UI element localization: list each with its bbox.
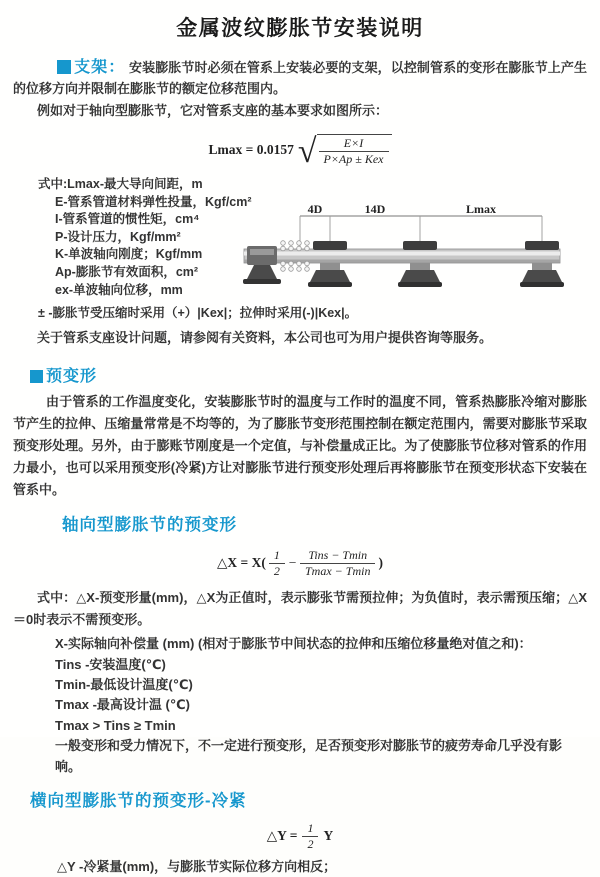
plus-minus-note: ± -膨胀节受压缩时采用（+）|Kex|；拉伸时采用(-)|Kex|。 [38, 306, 358, 321]
definition-line: Ap-膨胀节有效面积，cm² [55, 264, 199, 279]
fraction-numerator: 1 [269, 548, 285, 564]
definition-line: ex-单波轴向位移，mm [55, 282, 183, 297]
definitions-and-diagram [0, 176, 600, 299]
lateral-formula-lhs: △Y = [266, 828, 298, 843]
fraction-denominator: 2 [273, 563, 280, 578]
temperature-fraction [300, 548, 375, 579]
half-fraction [302, 821, 318, 852]
lateral-formula-rhs: Y [323, 828, 334, 843]
fraction-denominator: Tmax − Tmin [305, 563, 371, 578]
axial-formula [0, 545, 600, 581]
lateral-formula [0, 819, 600, 853]
dim-label-14d: 14D [364, 202, 386, 216]
lateral-note: △Y -冷紧量(mm)，与膨胀节实际位移方向相反； [57, 859, 337, 874]
sqrt-radical [297, 132, 392, 170]
support-section-label: 支架： [74, 59, 126, 76]
half-fraction [269, 548, 285, 579]
definition-line: 式中:Lmax-最大导向间距，m [38, 177, 203, 191]
lmax-fraction-numerator: E×I [319, 136, 389, 152]
lmax-formula-lhs: Lmax = 0.0157 [208, 142, 294, 157]
axial-definition-lines [55, 634, 587, 777]
lmax-fraction-denominator: P×Ap ± Kex [323, 151, 384, 166]
fraction-denominator: 2 [307, 836, 314, 851]
axial-line: Tmax -最高设计温 (℃) [55, 697, 190, 713]
definition-line: P-设计压力，Kgf/mm² [55, 229, 181, 244]
axial-line: Tmax > Tins ≥ Tmin [55, 717, 176, 733]
support-paragraph [13, 57, 587, 99]
fraction-numerator: Tins − Tmin [300, 548, 375, 564]
predeform-heading-label: 预变形 [46, 368, 98, 386]
lmax-formula [0, 129, 600, 171]
blue-square-icon [57, 60, 71, 74]
minus-sign: − [287, 555, 297, 571]
lateral-subheading: 横向型膨胀节的预变形-冷紧 [30, 792, 247, 810]
support-intro-text: 安装膨胀节时必须在管系上安装必要的支架，以控制管系的变形在膨胀节上产生的位移方向并限制在膨胀节的额定位移范围内。 [13, 60, 587, 96]
definition-line: K-单波轴向刚度；Kgf/mm [55, 247, 203, 262]
axial-line: X-实际轴向补偿量 (mm) (相对于膨胀节中间状态的拉伸和压缩位移量绝对值之和)： [55, 636, 532, 652]
predeform-section-heading [30, 363, 600, 386]
anchor-support [243, 246, 281, 284]
support-example-line: 例如对于轴向型膨胀节，它对管系支座的基本要求如图所示： [37, 103, 389, 118]
guide-support [308, 241, 352, 287]
axial-explain-paragraph: 式中：△X-预变形量(mm)，△X为正值时，表示膨张节需预拉伸；为负值时，表示需预压缩；△X＝0时表示不需预变形。 [13, 590, 587, 628]
dim-label-lmax: Lmax [466, 202, 496, 216]
axial-formula-lhs: △X = X( [217, 555, 266, 571]
axial-formula-rhs: ) [378, 555, 383, 571]
guide-support [520, 241, 564, 287]
definition-line: E-管系管道材料弹性投量，Kgf/cm² [55, 194, 252, 209]
fraction-numerator: 1 [302, 821, 318, 837]
pipe-support-diagram [242, 202, 594, 300]
definition-line: I-管系管道的惯性矩，cm⁴ [55, 212, 200, 227]
axial-line: Tmin-最低设计温度(℃) [55, 676, 193, 692]
radical-sign: √ [297, 132, 317, 170]
axial-line: 一般变形和受力情况下，不一定进行预变形，足否预变形对膨胀节的疲劳寿命几乎没有影响。 [55, 738, 563, 774]
support-closing-note: 关于管系支座设计问题，请参阅有关资料，本公司也可为用户提供咨询等服务。 [37, 330, 493, 346]
predeform-paragraph: 由于管系的工作温度变化，安装膨胀节时的温度与工作时的温度不同，管系热膨胀冷缩对膨胀节产生的拉伸、压缩量常常是不均等的，为了膨胀节变形范围控制在额定范围内，需要对膨胀节采取预变形处理。另外，由于膨账节刚度是一个定值，与补偿量成正比。为了使膨胀节位移对管系的作用力最小，也可以采用预变形(冷紧)方让对膨胀节进行预变形处理后再将膨胀节在预变形状态下安装在管系中。 [13, 394, 587, 498]
page-title: 金属波纹膨胀节安装说明 [176, 17, 424, 40]
radicand [317, 134, 392, 167]
guide-support [398, 241, 442, 287]
axial-subheading: 轴向型膨胀节的预变形 [62, 516, 237, 535]
lmax-fraction [319, 136, 389, 167]
dim-label-4d: 4D [307, 202, 323, 216]
axial-line: Tins -安装温度(℃) [55, 656, 166, 672]
blue-square-icon [30, 370, 43, 383]
